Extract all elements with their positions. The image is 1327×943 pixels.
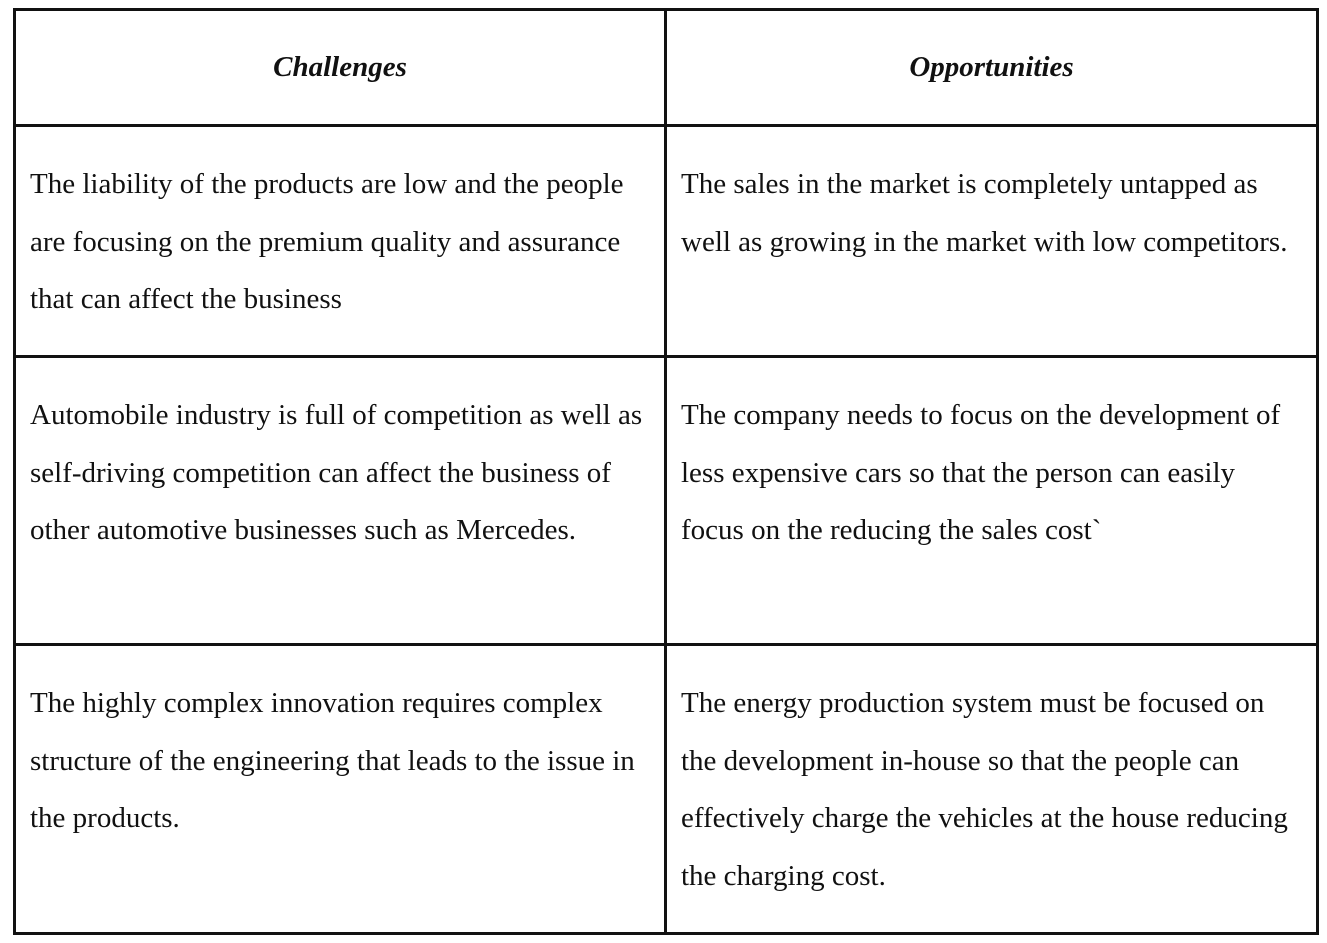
opportunity-cell: The sales in the market is completely untapped as well as growing in the market with low competitors. [666,126,1318,357]
table-row [15,645,1318,934]
table-header-row [15,10,1318,126]
opportunity-cell: The company needs to focus on the development of less expensive cars so that the person can easily focus on the reducing the sales cost` [666,357,1318,645]
challenge-cell: The liability of the products are low and the people are focusing on the premium quality and assurance that can affect the business [15,126,666,357]
challenges-opportunities-table-container [13,8,1316,935]
table-row [15,126,1318,357]
table-row [15,357,1318,645]
challenges-opportunities-table [13,8,1319,935]
header-opportunities: Opportunities [666,10,1318,126]
challenge-cell: The highly complex innovation requires complex structure of the engineering that leads to the issue in the products. [15,645,666,934]
opportunity-cell: The energy production system must be focused on the development in-house so that the people can effectively charge the vehicles at the house reducing the charging cost. [666,645,1318,934]
header-challenges: Challenges [15,10,666,126]
challenge-cell: Automobile industry is full of competition as well as self-driving competition can affect the business of other automotive businesses such as Mercedes. [15,357,666,645]
